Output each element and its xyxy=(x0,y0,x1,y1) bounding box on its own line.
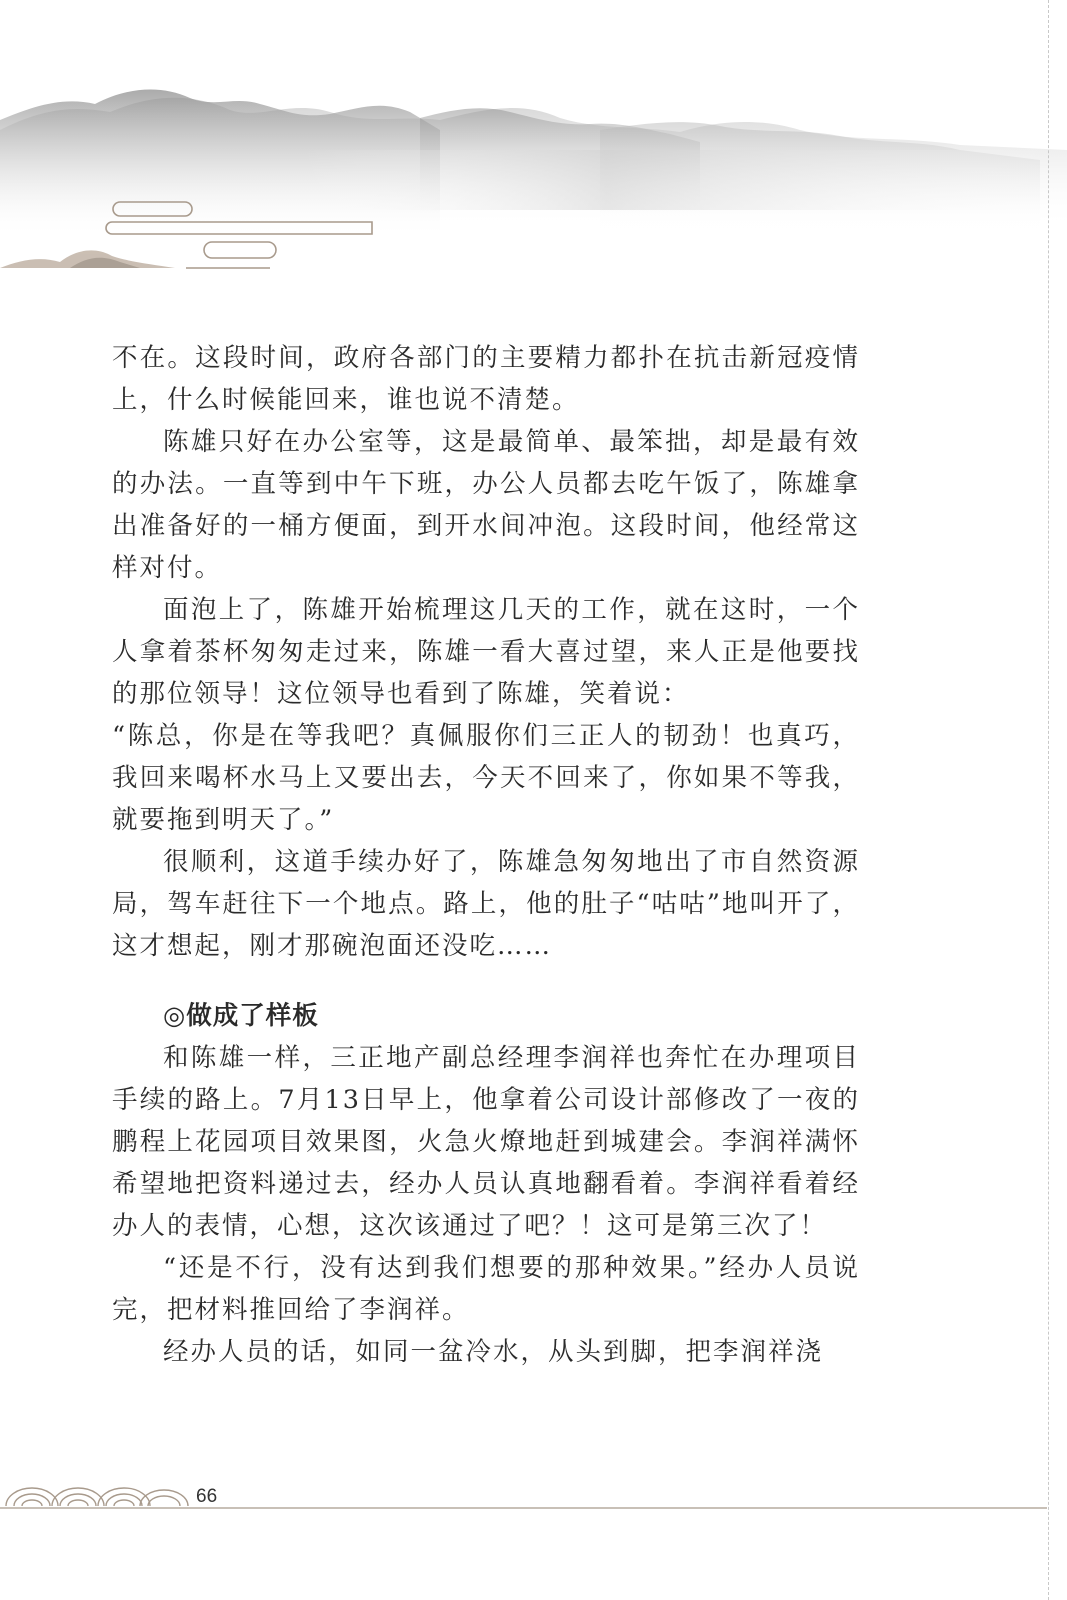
ink-mountain-header-illustration xyxy=(0,0,1067,290)
body-text xyxy=(112,337,860,1373)
wave-ornament-footer xyxy=(0,1470,1067,1520)
paragraph: “还是不行，没有达到我们想要的那种效果。”经办人员说完，把材料推回给了李润祥。 xyxy=(112,1253,860,1325)
paragraph: 不在。这段时间，政府各部门的主要精力都扑在抗击新冠疫情上，什么时候能回来，谁也说不清楚。 xyxy=(112,343,860,415)
paragraph: “陈总，你是在等我吧？真佩服你们三正人的韧劲！也真巧，我回来喝杯水马上又要出去，今天不回来了，你如果不等我，就要拖到明天了。” xyxy=(112,721,860,835)
section-heading: ◎做成了样板 xyxy=(163,1001,319,1031)
page-trim-line xyxy=(1048,0,1049,1600)
paragraph: 很顺利，这道手续办好了，陈雄急匆匆地出了市自然资源局，驾车赶往下一个地点。路上，他的肚子“咕咕”地叫开了，这才想起，刚才那碗泡面还没吃…… xyxy=(112,847,860,961)
paragraph: 和陈雄一样，三正地产副总经理李润祥也奔忙在办理项目手续的路上。7月13日早上，他拿着公司设计部修改了一夜的鹏程上花园项目效果图，火急火燎地赶到城建会。李润祥满怀希望地把资料递过去，经办人员认真地翻看着。李润祥看着经办人的表情，心想，这次该通过了吧？！这可是第三次了！ xyxy=(112,1043,860,1241)
paragraph: 陈雄只好在办公室等，这是最简单、最笨拙，却是最有效的办法。一直等到中午下班，办公人员都去吃午饭了，陈雄拿出准备好的一桶方便面，到开水间冲泡。这段时间，他经常这样对付。 xyxy=(112,427,860,583)
page-number: 66 xyxy=(196,1486,218,1507)
small-mountain-silhouette xyxy=(0,250,175,268)
paragraph: 经办人员的话，如同一盆冷水，从头到脚，把李润祥浇 xyxy=(163,1337,824,1367)
paragraph: 面泡上了，陈雄开始梳理这几天的工作，就在这时，一个人拿着茶杯匆匆走过来，陈雄一看大喜过望，来人正是他要找的那位领导！这位领导也看到了陈雄，笑着说： xyxy=(112,595,860,709)
